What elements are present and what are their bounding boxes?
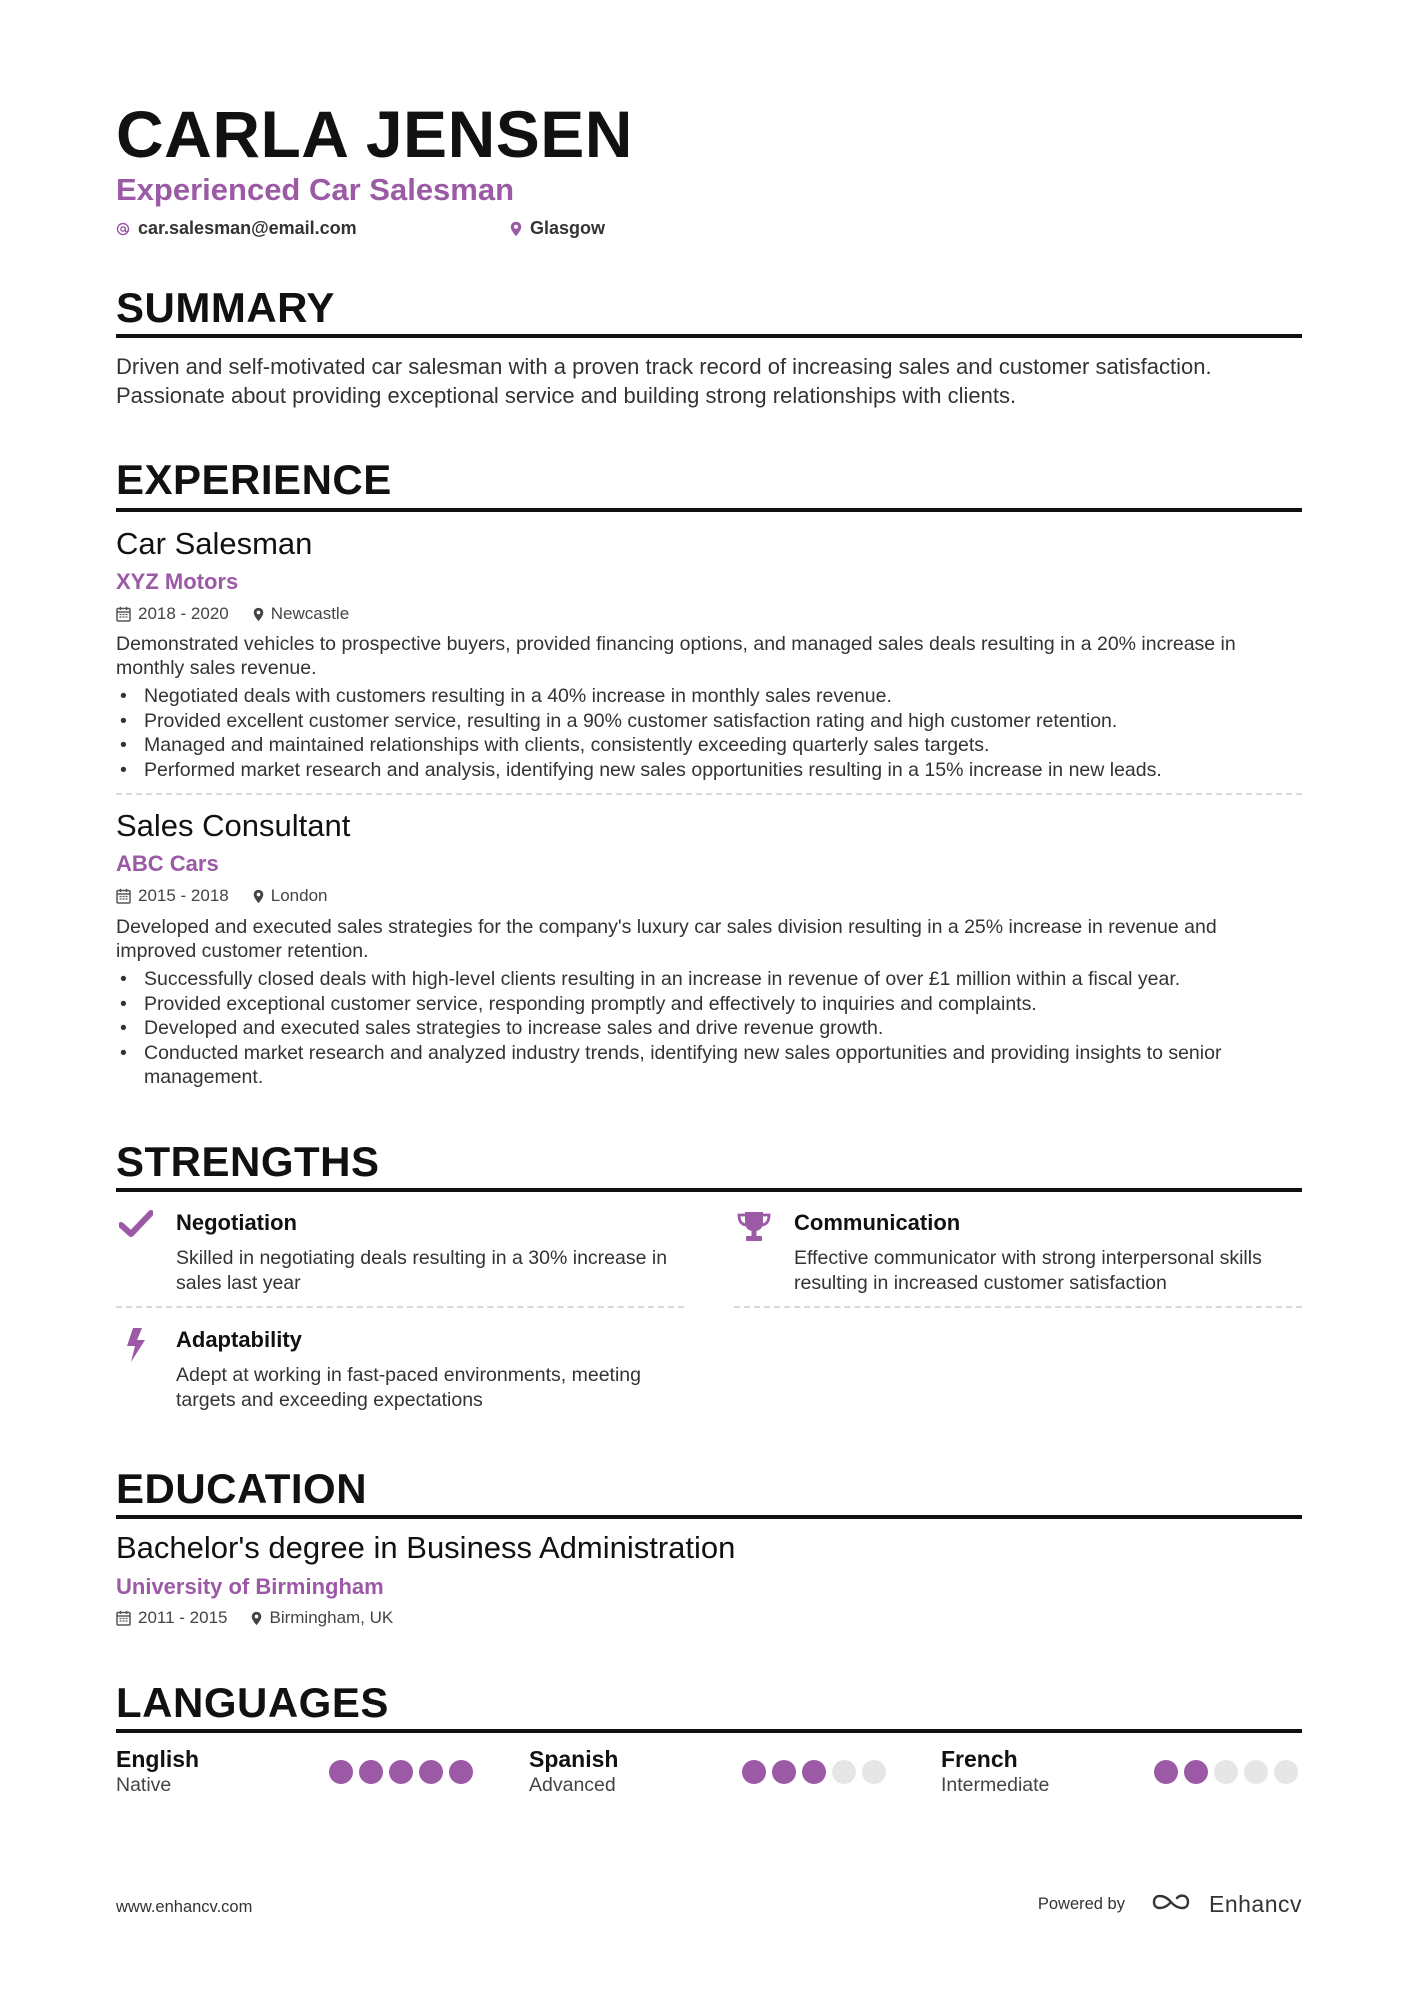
summary-text: Driven and self-motivated car salesman with a proven track record of increasing sales and customer satisfaction. Passionate about providing exceptional service and building strong relationships with clients. xyxy=(116,354,1212,408)
rating-dot-empty xyxy=(832,1760,856,1784)
list-item: • Performed market research and analysis, identifying new sales opportunities resulting in a 15% increase in new leads. xyxy=(116,758,1302,783)
education-heading: EDUCATION xyxy=(116,1465,368,1512)
job-dates-text: 2018 - 2020 xyxy=(138,604,229,623)
job-dates xyxy=(116,886,229,906)
calendar-icon xyxy=(116,1610,131,1626)
education-school: University of Birmingham xyxy=(116,1574,384,1599)
language-item xyxy=(941,1746,1341,1796)
languages-rule xyxy=(116,1729,1302,1733)
education-location xyxy=(251,1608,393,1628)
rating-dot-empty xyxy=(862,1760,886,1784)
language-item xyxy=(116,1746,516,1796)
list-item: • Negotiated deals with customers resulting in a 40% increase in monthly sales revenue. xyxy=(116,684,1302,709)
experience-heading: EXPERIENCE xyxy=(116,456,392,503)
education-dates-text: 2011 - 2015 xyxy=(138,1608,228,1627)
experience-rule xyxy=(116,508,1302,512)
rating-dot-filled xyxy=(449,1760,473,1784)
contact-location-text: Glasgow xyxy=(530,218,606,238)
language-rating xyxy=(742,1760,886,1784)
strength-description: Effective communicator with strong interpersonal skills resulting in increased customer satisfaction xyxy=(794,1247,1262,1294)
map-pin-icon xyxy=(253,607,264,622)
education-rule xyxy=(116,1515,1302,1519)
list-item: • Managed and maintained relationships with clients, consistently exceeding quarterly sales targets. xyxy=(116,733,1302,758)
list-item: • Developed and executed sales strategies to increase sales and drive revenue growth. xyxy=(116,1016,1302,1041)
job-dates xyxy=(116,604,229,624)
list-item: • Provided exceptional customer service, responding promptly and effectively to inquiries and complaints. xyxy=(116,992,1302,1017)
summary-heading: SUMMARY xyxy=(116,284,335,331)
language-name: French xyxy=(941,1746,1018,1772)
rating-dot-empty xyxy=(1214,1760,1238,1784)
rating-dot-filled xyxy=(359,1760,383,1784)
trophy-icon xyxy=(734,1210,774,1250)
rating-dot-filled xyxy=(802,1760,826,1784)
rating-dot-filled xyxy=(742,1760,766,1784)
powered-by-label: Powered by xyxy=(1037,1895,1125,1913)
footer-branding xyxy=(1038,1890,1302,1919)
job-title: Sales Consultant xyxy=(116,808,351,843)
contact-email[interactable] xyxy=(116,218,357,239)
at-icon xyxy=(116,222,130,236)
rating-dot-filled xyxy=(389,1760,413,1784)
contact-bar xyxy=(116,218,916,244)
candidate-headline: Experienced Car Salesman xyxy=(116,172,515,207)
language-level: Intermediate xyxy=(941,1774,1050,1796)
enhancv-logo-icon xyxy=(1151,1890,1197,1919)
job-bullets xyxy=(116,684,1302,782)
list-item: • Conducted market research and analyzed industry trends, identifying new sales opportunities and providing insights to senior management. xyxy=(116,1041,1302,1090)
map-pin-icon xyxy=(253,889,264,904)
language-rating xyxy=(329,1760,473,1784)
calendar-icon xyxy=(116,606,131,622)
job-company: ABC Cars xyxy=(116,851,219,876)
language-rating xyxy=(1154,1760,1298,1784)
job-location xyxy=(253,886,328,906)
footer-website[interactable]: www.enhancv.com xyxy=(116,1898,253,1916)
map-pin-icon xyxy=(251,1611,262,1626)
job-divider xyxy=(116,793,1302,795)
languages-heading: LANGUAGES xyxy=(116,1679,389,1726)
job-company: XYZ Motors xyxy=(116,569,239,594)
candidate-name: CARLA JENSEN xyxy=(116,97,633,171)
education-location-text: Birmingham, UK xyxy=(269,1608,394,1627)
job-dates-text: 2015 - 2018 xyxy=(138,886,229,905)
map-pin-icon xyxy=(510,221,522,237)
job-meta xyxy=(116,603,373,625)
strength-description: Adept at working in fast-paced environments, meeting targets and exceeding expectations xyxy=(176,1364,642,1411)
strength-divider xyxy=(734,1306,1302,1308)
language-level: Advanced xyxy=(529,1774,616,1796)
summary-rule xyxy=(116,334,1302,338)
calendar-icon xyxy=(116,888,131,904)
job-meta xyxy=(116,885,351,907)
job-description: Developed and executed sales strategies for the company's luxury car sales division resulting in a 25% increase in revenue and improved customer retention. xyxy=(116,916,1217,962)
rating-dot-empty xyxy=(1244,1760,1268,1784)
list-item: • Successfully closed deals with high-level clients resulting in an increase in revenue of over £1 million within a fiscal year. xyxy=(116,967,1302,992)
language-item xyxy=(529,1746,929,1796)
checkmark-icon xyxy=(116,1210,156,1250)
strengths-heading: STRENGTHS xyxy=(116,1138,380,1185)
contact-location xyxy=(510,218,605,239)
language-level: Native xyxy=(116,1774,172,1796)
rating-dot-filled xyxy=(1154,1760,1178,1784)
resume-page xyxy=(116,0,1302,1995)
language-name: English xyxy=(116,1746,200,1772)
rating-dot-filled xyxy=(1184,1760,1208,1784)
strength-title: Negotiation xyxy=(176,1210,297,1235)
job-location xyxy=(253,604,349,624)
job-description: Demonstrated vehicles to prospective buyers, provided financing options, and managed sales deals resulting in a 20% increase in monthly sales revenue. xyxy=(116,633,1236,679)
lightning-icon xyxy=(116,1327,156,1367)
job-location-text: London xyxy=(270,886,328,905)
language-name: Spanish xyxy=(529,1746,619,1772)
education-degree: Bachelor's degree in Business Administration xyxy=(116,1530,736,1565)
strength-divider xyxy=(116,1306,684,1308)
job-bullets xyxy=(116,967,1302,1090)
strength-title: Adaptability xyxy=(176,1327,302,1352)
job-location-text: Newcastle xyxy=(270,604,350,623)
education-meta xyxy=(116,1607,417,1629)
rating-dot-filled xyxy=(419,1760,443,1784)
rating-dot-filled xyxy=(329,1760,353,1784)
strength-title: Communication xyxy=(794,1210,961,1235)
rating-dot-empty xyxy=(1274,1760,1298,1784)
enhancv-brand[interactable]: Enhancv xyxy=(1208,1891,1302,1917)
strengths-rule xyxy=(116,1188,1302,1192)
education-dates xyxy=(116,1608,227,1628)
rating-dot-filled xyxy=(772,1760,796,1784)
strength-description: Skilled in negotiating deals resulting in a 30% increase in sales last year xyxy=(176,1247,668,1294)
list-item: • Provided excellent customer service, resulting in a 90% customer satisfaction rating and high customer retention. xyxy=(116,709,1302,734)
contact-email-text: car.salesman@email.com xyxy=(138,218,357,238)
job-title: Car Salesman xyxy=(116,526,313,561)
